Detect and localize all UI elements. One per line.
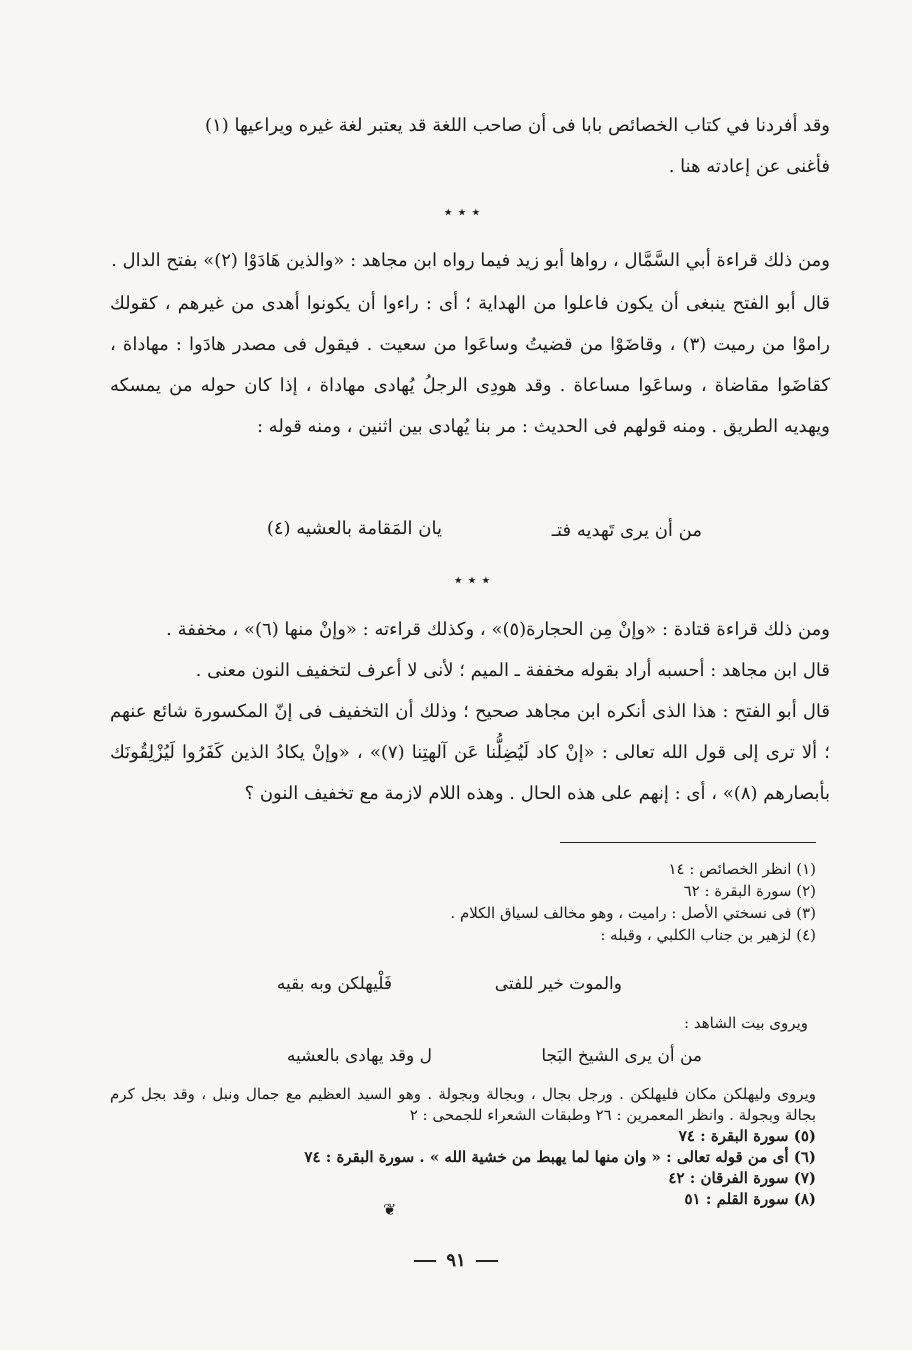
footnote-verse2-right: من أن يرى الشيخ البَجا — [541, 1046, 702, 1066]
section-qatada — [110, 609, 830, 814]
footnote: (٤) لزهير بن جناب الكلبي ، وقبله : — [600, 926, 816, 944]
footnote: ويروى وليهلكن مكان فليهلكن . ورجل بجال ، وبجالة وبجولة . وهو السيد العظيم مع جمال ونبل ، وقد بجل كرم بجالة وبجولة . وانظر المعمرين : ٢٦ وطبقات الشعراء للجمحى : ٢ — [110, 1085, 816, 1124]
footnote-verse-left: فَلْيهلكن وبه بقيه — [276, 974, 392, 994]
footnote: (١) انظر الخصائص : ١٤ — [668, 860, 816, 878]
paragraph-line: وقد أفردنا في كتاب الخصائص بابا فى أن صاحب اللغة قد يعتبر لغة غيره ويراعيها (١) — [205, 115, 830, 136]
footnote: (٧) سورة الفرقان : ٤٢ — [668, 1169, 816, 1187]
footnotes-bottom — [110, 1084, 816, 1210]
paragraph: قال أبو الفتح : هذا الذى أنكره ابن مجاهد صحيح ؛ وذلك أن التخفيف فى إنّ المكسورة شائع عنهم ؛ ألا ترى إلى قول الله تعالى : «إنْ كاد لَيُضِلُّنا عَن آلهتِنا (٧)» ، «وإنْ يكادُ الذين كَفَرُوا لَيُزْلِقُونَك بأبصارهم (٨)» ، أى : إنهم على هذه الحال . وهذه اللام لازمة مع تخفيف النون ؟ — [110, 701, 830, 804]
footnotes-top — [110, 858, 816, 946]
paragraph: قال ابن مجاهد : أحسبه أراد بقوله مخففة ـ الميم ؛ لأنى لا أعرف لتخفيف النون معنى . — [195, 660, 830, 681]
footnote-divider — [560, 842, 816, 843]
section-separator: ٭ ٭ ٭ — [443, 202, 481, 221]
footnote: (٨) سورة القلم : ٥١ — [684, 1190, 816, 1208]
verse-hemistich-right: من أن يرى تَهديه فتـ — [551, 520, 702, 541]
verse-hemistich-left: يان المَقامة بالعشيه (٤) — [266, 518, 442, 539]
dash-icon — [414, 1260, 436, 1262]
footnote-verse-right: والموت خير للفتى — [494, 974, 622, 994]
footnote: (٣) فى نسختي الأصل : راميت ، وهو مخالف لسياق الكلام . — [450, 904, 816, 922]
footnote-verse2-left: ل وقد يهادى بالعشيه — [286, 1046, 432, 1066]
section-abu-al-sammal — [110, 240, 830, 447]
printer-mark-icon: ❦ — [383, 1200, 397, 1219]
section-separator: ٭ ٭ ٭ — [453, 570, 491, 589]
paragraph: قال أبو الفتح ينبغى أن يكون فاعلوا من الهداية ؛ أى : راءوا أن يكونوا أهدى من غيرهم ، كقولك راموْا من رميت (٣) ، وقاضَوْا من قضيتُ وساعَوا من سعيت . فيقول فى مصدر هادَوا : مهاداة ، كقاضَوا مقاضاة ، وساعَوا مساعاة . وقد هودِى الرجلُ يُهادى مهاداة ، إذا كان حوله من يمسكه ويهديه الطريق . ومنه قولهم فى الحديث : مر بنا يُهادى بين اثنين ، ومنه قوله : — [110, 293, 830, 437]
dash-icon — [476, 1260, 498, 1262]
footnote: (٥) سورة البقرة : ٧٤ — [678, 1127, 816, 1145]
page-number — [0, 1250, 912, 1271]
footnote: (٢) سورة البقرة : ٦٢ — [683, 882, 816, 900]
footnote-riwaya: ويروى بيت الشاهد : — [684, 1014, 808, 1032]
footnote: (٦) أى من قوله تعالى : « وان منها لما يهبط من خشية الله » . سورة البقرة : ٧٤ — [304, 1148, 816, 1166]
paragraph-line: فأغنى عن إعادته هنا . — [668, 156, 830, 177]
paragraph: ومن ذلك قراءة قتادة : «وإنْ مِن الحجارة(٥)» ، وكذلك قراءته : «وإنْ منها (٦)» ، مخففة . — [166, 619, 830, 640]
opening-paragraph — [110, 105, 830, 187]
page-number-label: ٩١ — [446, 1250, 466, 1271]
paragraph: ومن ذلك قراءة أبي السَّمَّال ، رواها أبو زيد فيما رواه ابن مجاهد : «والذين هَادَوْا (٢)» بفتح الدال . — [111, 250, 830, 271]
